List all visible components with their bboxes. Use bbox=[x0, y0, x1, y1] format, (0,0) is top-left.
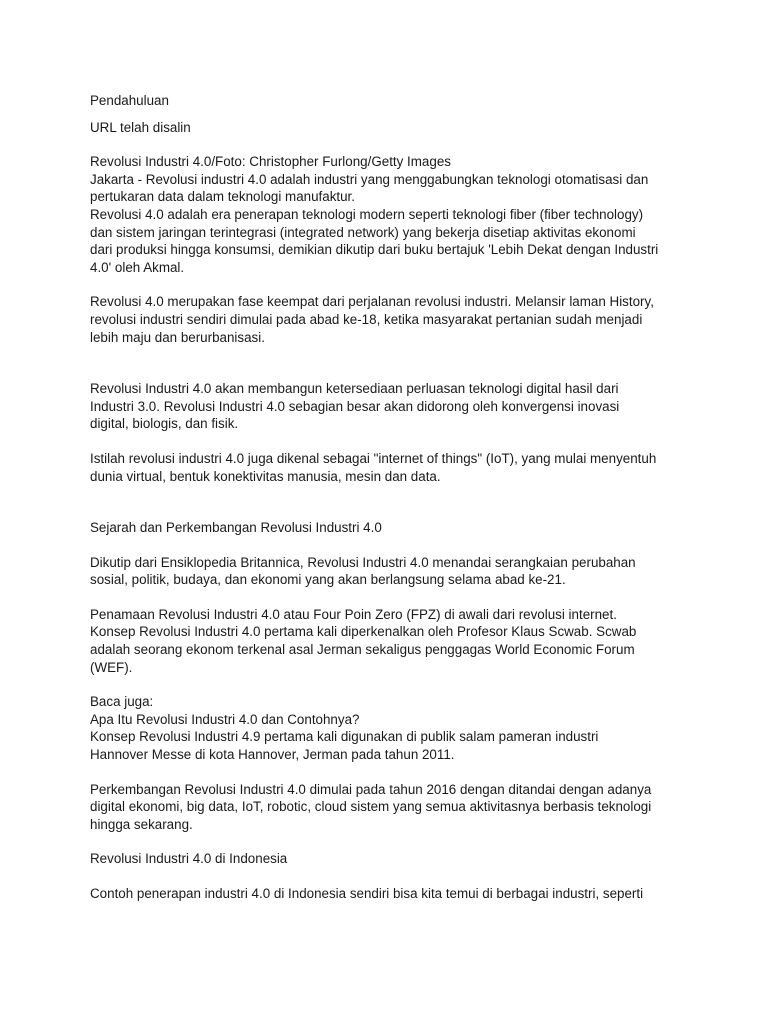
example-paragraph bbox=[90, 885, 702, 903]
url-copied-text bbox=[90, 119, 702, 137]
text-line: Konsep Revolusi Industri 4.9 pertama kali digunakan di publik salam pameran industri bbox=[90, 729, 599, 745]
text-line: revolusi industri sendiri dimulai pada abad ke-18, ketika masyarakat pertanian sudah menjadi bbox=[90, 311, 643, 327]
read-also-paragraph bbox=[90, 693, 702, 763]
text-line: digital ekonomi, big data, IoT, robotic, cloud sistem yang semua aktivitasnya berbasis teknologi bbox=[90, 799, 652, 815]
text-line: Revolusi 4.0 merupakan fase keempat dari perjalanan revolusi industri. Melansir laman History, bbox=[90, 294, 654, 310]
text-line: adalah seorang ekonom terkenal asal Jerman sekaligus penggagas World Economic Forum bbox=[90, 642, 635, 658]
text-line: Hannover Messe di kota Hannover, Jerman pada tahun 2011. bbox=[90, 747, 455, 763]
intro-paragraph bbox=[90, 153, 702, 276]
text-line: Revolusi Industri 4.0 di Indonesia bbox=[90, 851, 288, 867]
text-line: Revolusi Industri 4.0 akan membangun ketersediaan perluasan teknologi digital hasil dari bbox=[90, 381, 619, 397]
britannica-paragraph bbox=[90, 554, 702, 589]
text-line: pertukaran data dalam teknologi manufaktur. bbox=[90, 189, 356, 205]
text-line: URL telah disalin bbox=[90, 119, 191, 135]
text-line: (WEF). bbox=[90, 659, 133, 675]
text-line: Dikutip dari Ensiklopedia Britannica, Revolusi Industri 4.0 menandai serangkaian perubahan bbox=[90, 554, 636, 570]
text-line: lebih maju dan berurbanisasi. bbox=[90, 329, 265, 345]
text-line: dan sistem jaringan terintegrasi (integrated network) yang bekerja disetiap aktivitas ekonomi bbox=[90, 224, 636, 240]
development-paragraph bbox=[90, 781, 702, 834]
text-line: Jakarta - Revolusi industri 4.0 adalah industri yang menggabungkan teknologi otomatisasi dan bbox=[90, 171, 649, 187]
phase-paragraph bbox=[90, 293, 702, 346]
text-line: Sejarah dan Perkembangan Revolusi Industri 4.0 bbox=[90, 520, 382, 536]
heading-pendahuluan bbox=[90, 92, 702, 110]
text-line: digital, biologis, dan fisik. bbox=[90, 416, 239, 432]
text-line: Konsep Revolusi Industri 4.0 pertama kali diperkenalkan oleh Profesor Klaus Scwab. Scwab bbox=[90, 624, 637, 640]
text-line: sosial, politik, budaya, dan ekonomi yang akan berlangsung selama abad ke-21. bbox=[90, 572, 566, 588]
text-line: 4.0' oleh Akmal. bbox=[90, 259, 185, 275]
heading-sejarah bbox=[90, 519, 702, 537]
text-line: Istilah revolusi industri 4.0 juga dikenal sebagai "internet of things" (IoT), yang mulai menyentuh bbox=[90, 450, 657, 466]
naming-paragraph bbox=[90, 606, 702, 676]
text-line: Revolusi 4.0 adalah era penerapan teknologi modern seperti teknologi fiber (fiber technology) bbox=[90, 206, 644, 222]
text-line: Penamaan Revolusi Industri 4.0 atau Four Poin Zero (FPZ) di awali dari revolusi internet. bbox=[90, 606, 617, 622]
digital-paragraph bbox=[90, 380, 702, 433]
text-line: Perkembangan Revolusi Industri 4.0 dimulai pada tahun 2016 dengan ditandai dengan adanya bbox=[90, 781, 652, 797]
text-line: Apa Itu Revolusi Industri 4.0 dan Contohnya? bbox=[90, 711, 360, 727]
text-line: Baca juga: bbox=[90, 694, 154, 710]
text-line: Industri 3.0. Revolusi Industri 4.0 sebagian besar akan didorong oleh konvergensi inovasi bbox=[90, 398, 620, 414]
text-line: Pendahuluan bbox=[90, 93, 169, 108]
text-line: dari produksi hingga konsumsi, demikian dikutip dari buku bertajuk 'Lebih Dekat dengan Industri bbox=[90, 242, 659, 258]
text-line: dunia virtual, bentuk konektivitas manusia, mesin dan data. bbox=[90, 468, 441, 484]
text-line: hingga sekarang. bbox=[90, 816, 193, 832]
text-line: Revolusi Industri 4.0/Foto: Christopher Furlong/Getty Images bbox=[90, 154, 451, 170]
heading-indonesia bbox=[90, 850, 702, 868]
iot-paragraph bbox=[90, 450, 702, 485]
document-page bbox=[90, 92, 702, 903]
text-line: Contoh penerapan industri 4.0 di Indonesia sendiri bisa kita temui di berbagai industri, seperti bbox=[90, 886, 644, 901]
